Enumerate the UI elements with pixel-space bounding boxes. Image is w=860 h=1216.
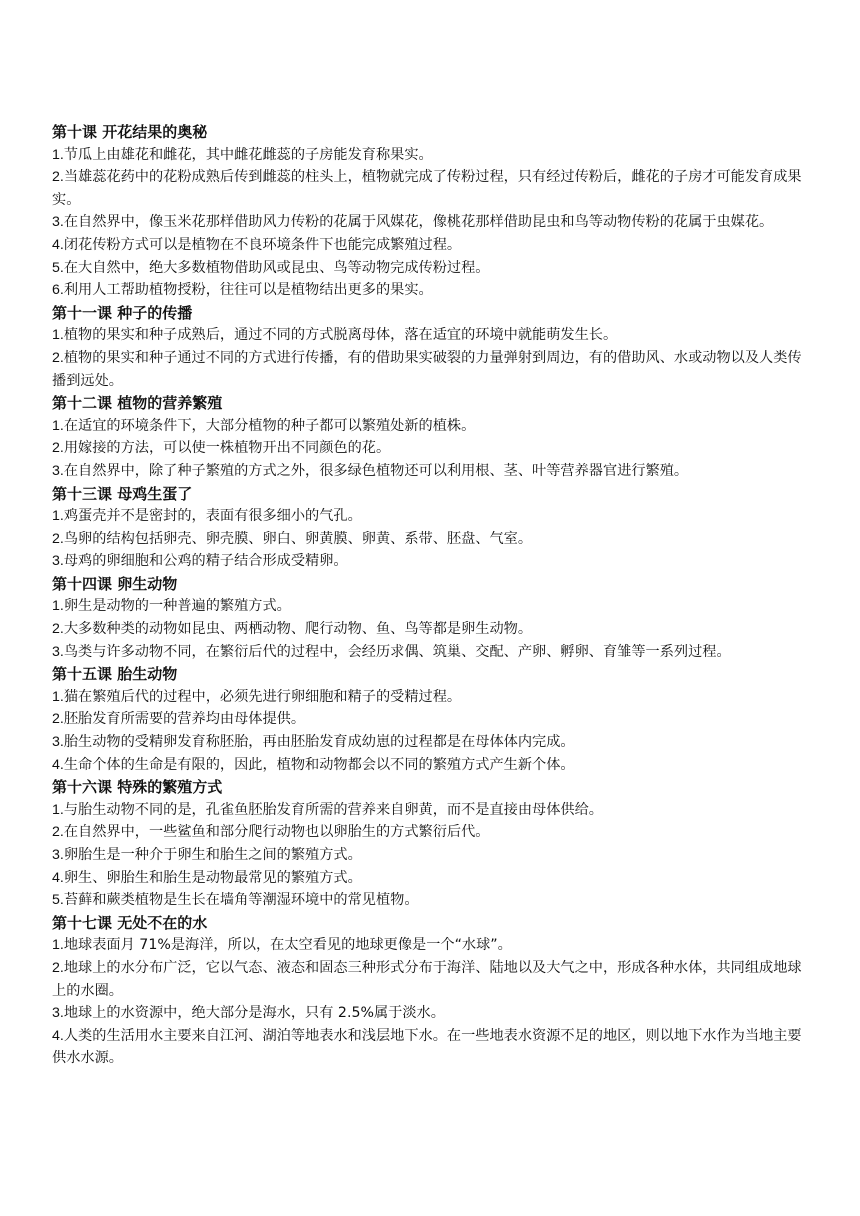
item-number: 1.: [52, 598, 64, 615]
item-text: 植物的果实和种子成熟后，通过不同的方式脱离母体，落在适宜的环境中就能萌发生长。: [63, 327, 618, 344]
item-text: 母鸡的卵细胞和公鸡的精子结合形成受精卵。: [63, 553, 348, 570]
item-number: 2.: [52, 621, 64, 638]
list-item: [52, 460, 812, 483]
item-number: 3.: [52, 553, 64, 570]
item-number: 1.: [52, 801, 64, 818]
list-item: [52, 821, 812, 844]
item-text: 闭花传粉方式可以是植物在不良环境条件下也能完成繁殖过程。: [63, 236, 462, 253]
item-text: 在适宜的环境条件下，大部分植物的种子都可以繁殖处新的植株。: [63, 417, 476, 434]
list-item: [52, 1002, 812, 1025]
item-number: 3.: [52, 462, 64, 479]
item-number: 4.: [52, 869, 64, 886]
list-item: [52, 415, 812, 438]
list-item: [52, 347, 812, 392]
item-number: 3.: [52, 214, 64, 231]
item-text: 卵生是动物的一种普遍的繁殖方式。: [63, 598, 291, 615]
list-item: [52, 708, 812, 731]
section-title: 第十七课 无处不在的水: [52, 913, 208, 932]
section-title: 第十三课 母鸡生蛋了: [52, 484, 193, 503]
item-text: 胚胎发育所需要的营养均由母体提供。: [63, 711, 306, 728]
item-number: 2.: [52, 349, 64, 366]
list-item: [52, 889, 812, 912]
item-text: 人类的生活用水主要来自江河、湖泊等地表水和浅层地下水。在一些地表水资源不足的地区，则以地下水作为当地主要供水水源。: [52, 1027, 802, 1067]
list-item: [52, 211, 812, 234]
item-text: 地球上的水资源中，绝大部分是海水，只有 2.5%属于淡水。: [63, 1005, 445, 1022]
list-item: [52, 731, 812, 754]
item-number: 2.: [52, 440, 64, 457]
item-number: 3.: [52, 734, 64, 751]
item-text: 用嫁接的方法，可以使一株植物开出不同颜色的花。: [63, 440, 391, 457]
list-item: [52, 618, 812, 641]
item-number: 1.: [52, 327, 64, 344]
list-item: [52, 595, 812, 618]
list-item: [52, 166, 812, 211]
list-item: [52, 550, 812, 573]
item-text: 在大自然中，绝大多数植物借助风或昆虫、鸟等动物完成传粉过程。: [63, 259, 490, 276]
list-item: [52, 641, 812, 664]
item-text: 猫在繁殖后代的过程中，必须先进行卵细胞和精子的受精过程。: [63, 688, 462, 705]
item-number: 2.: [52, 711, 64, 728]
item-text: 节瓜上由雄花和雌花，其中雌花雌蕊的子房能发育称果实。: [63, 146, 433, 163]
document-body: [52, 121, 812, 1070]
item-number: 4.: [52, 756, 64, 773]
list-item: [52, 528, 812, 551]
item-text: 大多数种类的动物如昆虫、两栖动物、爬行动物、鱼、鸟等都是卵生动物。: [63, 621, 533, 638]
section-title: 第十六课 特殊的繁殖方式: [52, 778, 223, 797]
list-item: [52, 234, 812, 257]
item-text: 当雄蕊花药中的花粉成熟后传到雌蕊的柱头上，植物就完成了传粉过程，只有经过传粉后，雌花的子房才可能发育成果实。: [52, 169, 802, 208]
section-title: 第十二课 植物的营养繁殖: [52, 394, 223, 413]
section-title: 第十四课 卵生动物: [52, 574, 178, 593]
item-number: 1.: [52, 688, 64, 705]
list-item: [52, 844, 812, 867]
item-number: 2.: [52, 169, 64, 186]
item-text: 生命个体的生命是有限的，因此，植物和动物都会以不同的繁殖方式产生新个体。: [63, 756, 575, 773]
list-item: [52, 144, 812, 167]
item-number: 1.: [52, 937, 64, 954]
list-item: [52, 799, 812, 822]
item-text: 苔藓和蕨类植物是生长在墙角等潮湿环境中的常见植物。: [63, 892, 419, 909]
item-text: 利用人工帮助植物授粉，往往可以是植物结出更多的果实。: [63, 282, 433, 299]
item-text: 胎生动物的受精卵发育称胚胎，再由胚胎发育成幼崽的过程都是在母体体内完成。: [63, 734, 575, 751]
item-text: 地球上的水分布广泛，它以气态、液态和固态三种形式分布于海洋、陆地以及大气之中，形成各种水体，共同组成地球上的水圈。: [52, 959, 802, 999]
item-number: 3.: [52, 643, 64, 660]
item-text: 鸟卵的结构包括卵壳、卵壳膜、卵白、卵黄膜、卵黄、系带、胚盘、气室。: [63, 530, 533, 547]
item-text: 地球表面月 71%是海洋，所以，在太空看见的地球更像是一个“水球”。: [63, 937, 512, 954]
list-item: [52, 279, 812, 302]
item-number: 1.: [52, 417, 64, 434]
section-title: 第十五课 胎生动物: [52, 665, 178, 684]
item-number: 5.: [52, 259, 64, 276]
item-number: 2.: [52, 530, 64, 547]
item-text: 在自然界中，像玉米花那样借助风力传粉的花属于风媒花，像桃花那样借助昆虫和鸟等动物传粉的花属于虫媒花。: [63, 214, 774, 231]
item-text: 在自然界中，除了种子繁殖的方式之外，很多绿色植物还可以利用根、茎、叶等营养器官进行繁殖。: [63, 462, 689, 479]
item-text: 在自然界中，一些鲨鱼和部分爬行动物也以卵胎生的方式繁衍后代。: [63, 824, 490, 841]
item-text: 植物的果实和种子通过不同的方式进行传播，有的借助果实破裂的力量弹射到周边，有的借助风、水或动物以及人类传播到远处。: [52, 349, 802, 389]
list-item: [52, 257, 812, 280]
list-item: [52, 505, 812, 528]
list-item: [52, 1025, 812, 1070]
item-number: 3.: [52, 1005, 64, 1022]
item-text: 卵胎生是一种介于卵生和胎生之间的繁殖方式。: [63, 847, 362, 863]
item-number: 3.: [52, 847, 64, 863]
item-number: 2.: [52, 824, 64, 841]
item-text: 鸟类与许多动物不同，在繁衍后代的过程中，会经历求偶、筑巢、交配、产卵、孵卵、育雏等一系列过程。: [63, 643, 731, 660]
item-number: 1.: [52, 146, 64, 163]
item-number: 4.: [52, 236, 64, 253]
item-number: 2.: [52, 959, 64, 976]
item-number: 1.: [52, 508, 64, 525]
list-item: [52, 934, 812, 957]
item-text: 与胎生动物不同的是，孔雀鱼胚胎发育所需的营养来自卵黄，而不是直接由母体供给。: [63, 801, 603, 818]
section-title: 第十一课 种子的传播: [52, 303, 193, 322]
item-text: 卵生、卵胎生和胎生是动物最常见的繁殖方式。: [63, 869, 362, 886]
list-item: [52, 754, 812, 777]
item-text: 鸡蛋壳并不是密封的，表面有很多细小的气孔。: [63, 508, 362, 525]
section-title: 第十课 开花结果的奥秘: [52, 123, 208, 141]
item-number: 4.: [52, 1027, 64, 1044]
item-number: 5.: [52, 892, 64, 909]
list-item: [52, 437, 812, 460]
list-item: [52, 957, 812, 1002]
list-item: [52, 686, 812, 709]
item-number: 6.: [52, 282, 64, 299]
list-item: [52, 324, 812, 347]
list-item: [52, 867, 812, 890]
